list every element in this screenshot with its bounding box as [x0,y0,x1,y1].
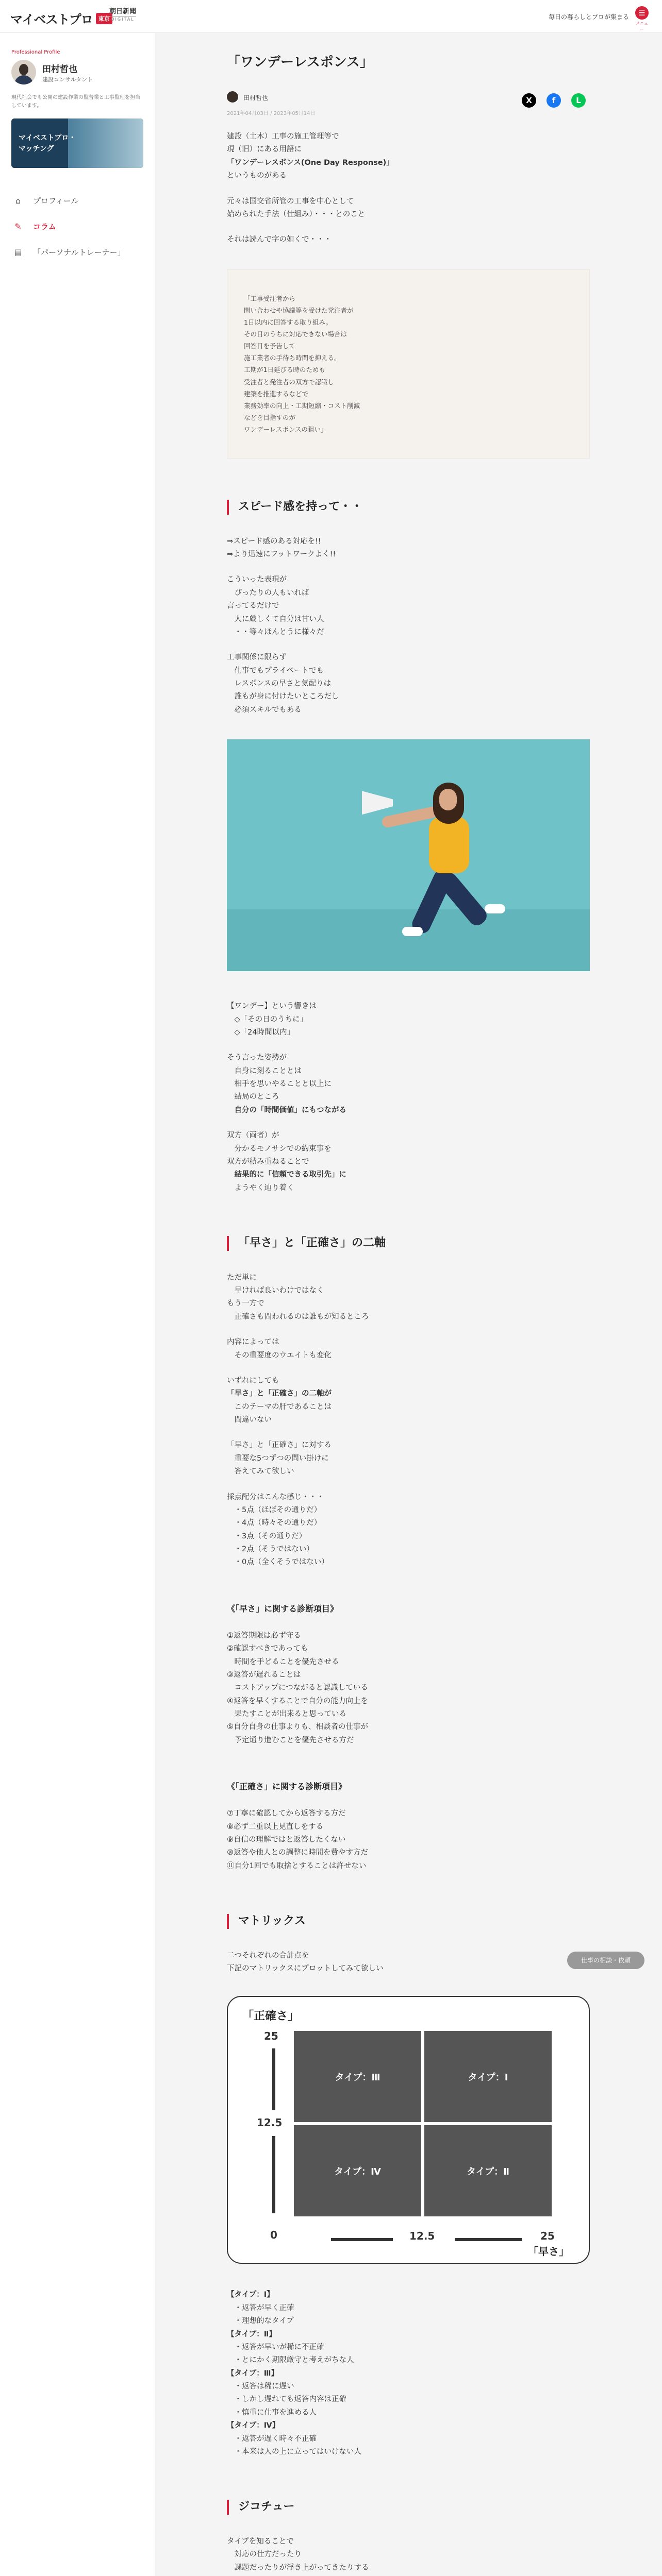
line: 間違いない [227,1416,272,1425]
matrix-cell-type-3: タイプ：Ⅲ [294,2031,421,2122]
line: いずれにしても [227,1376,279,1385]
line: ③返答が遅れることは [227,1670,301,1679]
line: こういった表現が [227,575,287,584]
line: ・5点（ほぼその通りだ） [227,1505,322,1514]
matrix-cell-type-1: タイプ：Ⅰ [424,2031,552,2122]
pro-role: 建設コンサルタント [42,76,93,83]
menu-button[interactable] [635,6,649,31]
line: 採点配分はこんな感じ・・・ [227,1493,324,1501]
line: 予定通り進むことを優先させる方だ [227,1736,354,1744]
line: 結局のところ [227,1093,279,1101]
line: ・理想的なタイプ [227,2317,294,2326]
region-badge: 東京 [96,13,112,24]
line: 仕事でもプライベートでも [227,666,324,675]
x-share-icon[interactable]: X [522,93,536,108]
matrix-cell-type-4: タイプ：Ⅳ [294,2125,421,2216]
line: ⑦丁寧に確認してから返答する方だ [227,1809,346,1818]
line: ・本来は人の上に立ってはいけない人 [227,2447,361,2456]
speed-paragraph-3 [227,651,590,717]
sidebar-item-label: プロフィール [33,196,79,206]
x-tick-end: 25 [540,2230,555,2243]
quote-box [227,269,590,459]
partner-sub: DIGITAL [111,17,135,22]
x-arrow-right [455,2238,522,2241]
banner-text: マイベストプロ・ マッチング [19,134,76,153]
line: 課題だったりが浮き上がってきたりする [227,2563,369,2572]
accuracy-paragraph-2 [227,1336,590,1362]
column-icon: ✎ [14,221,22,231]
matrix-intro [227,1950,590,1976]
matrix-cell-type-2: タイプ：Ⅱ [424,2125,552,2216]
line: 【タイプ：Ⅱ】 [227,2330,276,2338]
sidebar-label: Professional Profile [11,49,60,55]
line: 誰もが身に付けたいところだし [227,692,339,701]
y-tick-top: 25 [264,2030,278,2043]
quote-line: 回答日を予告して [244,342,296,350]
line: 「ワンデーレスポンス(One Day Response)」 [227,158,394,167]
partner-logo[interactable] [109,8,136,22]
line: 工事関係に限らず [227,653,287,662]
sidebar-nav [11,188,143,265]
line: もう一方で [227,1299,264,1308]
line: 必須スキルでもある [227,705,302,714]
sidebar-item-column[interactable] [11,213,143,239]
line: ・2点（そうではない） [227,1545,314,1554]
top-bar [0,0,662,33]
line: 結果的に「信頼できる取引先」に [227,1171,346,1179]
line: レスポンスの早さと気配りは [227,680,332,688]
line: 【タイプ：Ⅰ】 [227,2291,274,2299]
article-meta [227,91,590,120]
line: その重要度のウエイトも変化 [227,1351,332,1360]
line: ようやく辿り着く [227,1183,294,1192]
heading-accuracy: 「早さ」と「正確さ」の二軸 [227,1236,590,1251]
line: ・4点（時々その通りだ） [227,1519,322,1528]
line: そう言った姿勢が [227,1054,287,1062]
line: 建設（土木）工事の施工管理等で [227,132,339,141]
line: 答えてみて欲しい [227,1467,294,1476]
line: このテーマの肝であることは [227,1402,332,1411]
type-matrix [227,1996,590,2264]
types-list [227,2289,590,2459]
line-share-icon[interactable]: L [571,93,586,108]
line: ①返答期限は必ず守る [227,1631,301,1640]
line: ・・等々ほんとうに様々だ [227,628,324,636]
line: ・しかし遅れても返答内容は正確 [227,2395,346,2404]
line: 時間を手どることを優先させる [227,1657,339,1666]
quote-line: ワンデーレスポンスの狙い」 [244,426,327,433]
quote-line: 工期が1日延びる時のためも [244,366,325,374]
line: 「早さ」と「正確さ」に対する [227,1441,332,1450]
accuracy-check-list [227,1807,590,1873]
line: ⇒スピード感のある対応を!! [227,537,321,546]
line: ⇒より迅速にフットワークよく!! [227,550,336,559]
sidebar-item-profile[interactable] [11,188,143,213]
quote-line: などを目指すのが [244,413,296,421]
share-buttons [522,93,586,108]
line: 【タイプ：Ⅳ】 [227,2421,280,2430]
partner-name: 朝日新聞 [109,8,137,15]
book-icon: ▤ [14,247,22,257]
line: ただ単に [227,1273,257,1282]
line: ◇「その日のうちに」 [227,1015,308,1024]
quote-line: 受注者と発注者の双方で認識し [244,378,335,386]
user-icon: ⌂ [15,195,21,206]
article-photo [227,739,590,971]
menu-icon: ☰ [635,6,649,20]
article-date: 2021年04月03日 / 2023年05月14日 [227,111,316,116]
intro-paragraph [227,130,590,183]
matching-banner[interactable] [11,118,143,168]
y-arrow-lower [272,2136,275,2213]
y-tick-zero: 0 [270,2229,277,2242]
line: ⑧必ず二重以上見直しをする [227,1822,323,1831]
accuracy-paragraph-4 [227,1439,590,1478]
quote-line: 問い合わせや協議等を受けた発注者が [244,306,354,314]
line: ⑪自分1回でも取捨とすることは許せない [227,1861,367,1870]
line: 果たすことが出来ると思っている [227,1710,346,1719]
x-tick-mid: 12.5 [409,2230,435,2243]
pro-description: 現代社会でも公開の建設作業の監督業と工事監理を担当しています。 [11,95,140,109]
line: ⑨自信の理解ではと返答したくない [227,1835,346,1844]
sidebar [0,33,155,2576]
line: ④返答を早くすることで自分の能力向上を [227,1697,368,1705]
line: 双方が積み重ねることで [227,1157,309,1166]
line: ⑩返答や他人との調整に時間を費やす方だ [227,1849,368,1857]
heading-speed: スピード感を持って・・ [227,500,590,515]
intro-paragraph-2 [227,195,590,222]
line: ・返答が遅く時々不正確 [227,2434,317,2443]
author-avatar[interactable] [227,91,238,103]
heading-accuracy-check: 《「正確さ」に関する診断項目》 [227,1782,347,1792]
author-name[interactable]: 田村哲也 [243,94,269,101]
line: ぴったりの人もいれば [227,588,309,597]
quote-line: その日のうちに対応できない場合は [244,330,347,338]
line: 始められた手法（仕組み）・・・とのこと [227,210,366,218]
heading-jicochu: ジコチュー [227,2500,590,2515]
quote-line: 業務効率の向上・工期短縮・コスト削減 [244,401,360,410]
speed-paragraph-1 [227,535,590,562]
line: ⑤自分自身の仕事よりも、相談者の仕事が [227,1723,368,1732]
quote-line: 1日以内に回答する取り組み。 [244,318,333,326]
line: 人に厳しくて自分は甘い人 [227,615,324,623]
matrix-grid [294,2031,552,2216]
sidebar-item-label: コラム [33,222,56,231]
site-logo[interactable] [10,9,112,27]
y-tick-mid: 12.5 [257,2116,283,2129]
heading-matrix: マトリックス [227,1914,590,1929]
y-arrow [272,2048,275,2110]
avatar[interactable] [11,60,36,84]
accuracy-paragraph-3 [227,1375,590,1427]
quote-line: 建築を推進するなどで [244,389,309,398]
x-arrow [331,2238,393,2241]
sidebar-item-category[interactable] [11,239,143,265]
accuracy-paragraph-1 [227,1272,590,1324]
consult-button[interactable]: 仕事の相談・依頼 [567,1952,644,1969]
speed-paragraph-5 [227,1052,590,1117]
speed-paragraph-4 [227,1000,590,1039]
facebook-share-icon[interactable]: f [547,93,561,108]
article-title: 「ワンデーレスポンス」 [227,55,373,70]
tagline-link[interactable]: 毎日の暮らしとプロが集まる [548,13,629,21]
menu-label: メニュー [636,21,648,31]
pro-name[interactable]: 田村哲也 [42,64,77,75]
line: ・とにかく期限厳守と考えがちな人 [227,2356,354,2365]
line: 自身に刻ることとは [227,1066,302,1075]
line: 双方（両者）が [227,1131,279,1140]
line: ②確認すべきであっても [227,1645,308,1653]
matrix-y-label: 「正確さ」 [242,2010,300,2023]
sidebar-item-label: 「パーソナルトレーナー」 [33,247,125,257]
line: ・3点（その通りだ） [227,1532,307,1540]
logo-text: マイベストプロ [10,12,93,27]
accuracy-paragraph-5 [227,1491,590,1569]
line: ・返答は稀に遅い [227,2382,294,2391]
line: 早ければ良いわけではなく [227,1286,324,1295]
quote-line: 「工事受注者から [244,294,296,302]
speed-check-list [227,1630,590,1747]
line: ・0点（全くそうではない） [227,1558,329,1567]
line: タイプを知ることで [227,2537,294,2546]
speed-paragraph-6 [227,1129,590,1195]
line: 二つそれぞれの合計点を [227,1951,309,1960]
line: 【タイプ：Ⅲ】 [227,2369,278,2378]
line: というものがある [227,172,287,180]
line: 現（旧）にある用語に [227,145,302,154]
line: ◇「24時間以内」 [227,1028,295,1037]
jicochu-paragraph-1 [227,2535,590,2574]
line: ・返答が早いが稀に不正確 [227,2343,324,2351]
line: 元々は国交省所管の工事を中心として [227,197,354,206]
line: コストアップにつながると認識している [227,1684,368,1692]
intro-paragraph-3: それは読んで字の如くで・・・ [227,235,332,244]
line: ・返答が早く正確 [227,2303,294,2312]
line: 重要な5つずつの問い掛けに [227,1454,329,1463]
line: 対応の仕方だったり [227,2550,302,2559]
quote-line: 施工業者の手待ち時間を抑える。 [244,354,341,362]
speed-paragraph-2 [227,573,590,639]
line: 自分の「時間価値」にもつながる [227,1106,346,1114]
line: ・慎重に仕事を進める人 [227,2408,317,2417]
line: 「早さ」と「正確さ」の二軸が [227,1389,332,1398]
line: 正確さも問われるのは誰もが知るところ [227,1312,369,1321]
line: 分かるモノサシでの約束事を [227,1144,332,1153]
line: 言ってるだけで [227,602,279,611]
article [227,52,590,2576]
line: 【ワンデー】という響きは [227,1002,317,1011]
matrix-x-label: 「早さ」 [528,2245,569,2258]
line: 内容によっては [227,1338,279,1347]
line: 下記のマトリックスにプロットしてみて欲しい [227,1964,384,1973]
line: 相手を思いやることと以上に [227,1080,332,1089]
heading-speed-check: 《「早さ」に関する診断項目》 [227,1603,339,1614]
